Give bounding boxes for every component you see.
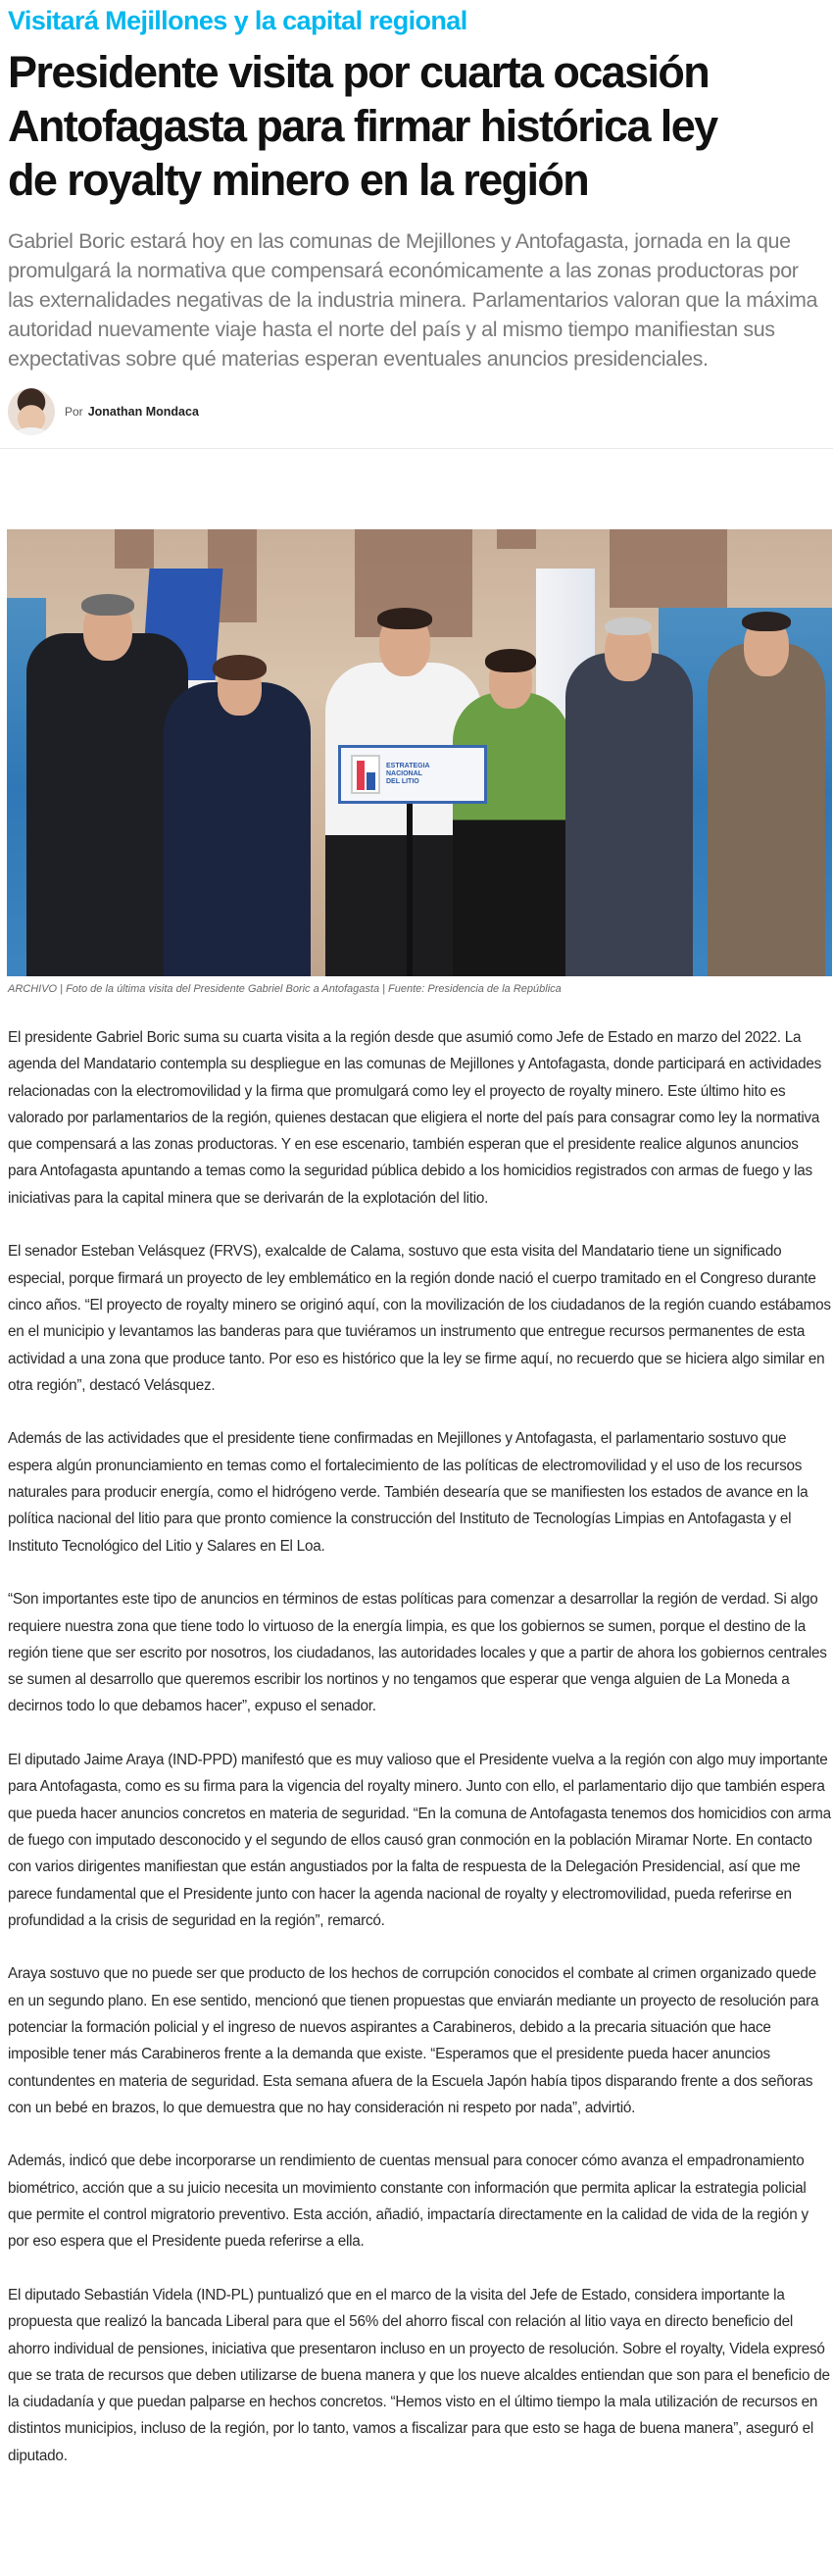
title-line: Antofagasta para firmar histórica ley — [8, 101, 717, 151]
body-paragraph: Además de las actividades que el presidente tiene confirmadas en Mejillones y Antofagasta, el parlamentario sostuvo que espera algún pronunciamiento en temas como el fortalecimiento de las políticas de electromovilidad y el uso de los recursos naturales para producir energía, como el hidrógeno verde. También desearía que se manifiesten los estados de avance en la política nacional del litio para que pronto comience la construcción del Instituto de Tecnologías Limpias en Antofagasta y el Instituto Tecnológico del Litio y Salares en El Loa. — [8, 1430, 808, 1555]
byline-prefix: Por — [65, 405, 83, 419]
article-title — [8, 45, 825, 207]
person-6 — [708, 643, 825, 976]
person-4 — [453, 692, 570, 976]
body-paragraph: El diputado Jaime Araya (IND-PPD) manifestó que es muy valioso que el Presidente vuelva a la región con algo muy importante para Antofagasta, como es su firma para la vigencia del royalty minero. Junto con ello, el parlamentario dijo que también espera que pueda hacer anuncios concretos en materia de seguridad. “En la comuna de Antofagasta tenemos dos homicidios con arma de fuego con imputado desconocido y el segundo de ellos causó gran conmoción en la población Miramar Norte. En contacto con varios dirigentes manifiestan que están angustiados por la falta de respuesta de la Delegación Presidencial, así que me parece fundamental que el Presidente junto con hacer la agenda nacional de royalty y electromovilidad, pueda referirse en profundidad a la crisis de seguridad en la región”, remarcó. — [8, 1752, 831, 1929]
body-paragraph: El senador Esteban Velásquez (FRVS), exalcalde de Calama, sostuvo que esta visita del Mandatario tiene un significado especial, porque firmará un proyecto de ley emblemático en la región donde nació el cuerpo tramitado en el Congreso durante cinco años. “El proyecto de royalty minero se originó aquí, con la movilización de los ciudadanos de la región cuando estábamos en el municipio y levantamos las banderas para que tuviéramos un instrumento que entregue recursos permanentes de esta actividad a una zona que produce tanto. Por eso es histórico que la ley se firme aquí, no recuerdo que se hiciera algo similar en otra región”, destacó Velásquez. — [8, 1243, 831, 1394]
body-paragraph: El diputado Sebastián Videla (IND-PL) puntualizó que en el marco de la visita del Jefe de Estado, considera importante la propuesta que realizó la bancada Liberal para que el 56% del ahorro fiscal con relación al litio vaya en directo beneficio del ahorro individual de pensiones, iniciativa que presentaron incluso en un proyecto de resolución. Sobre el royalty, Videla expresó que se trata de recursos que deben utilizarse de buena manera y que los nueve alcaldes entiendan que son para el beneficio de la ciudadanía y que puedan palparse en hechos concretos. “Hemos visto en el último tiempo la mala utilización de recursos en distintos municipios, incluso de la región, por lo tanto, vamos a fiscalizar para que esto se haga de buena manera”, aseguró el diputado. — [8, 2286, 830, 2464]
photo-caption: ARCHIVO | Foto de la última visita del Presidente Gabriel Boric a Antofagasta | Fuente: Presidencia de la República — [8, 983, 562, 995]
author-name-link[interactable]: Jonathan Mondaca — [87, 405, 199, 419]
article-subtitle: Gabriel Boric estará hoy en las comunas de Mejillones y Antofagasta, jornada en la que promulgará la normativa que compensará económicamente a las zonas productoras por las externalidades negativas de la industria minera. Parlamentarios valoran que la máxima autoridad nuevamente viaje hasta el norte del país y al mismo tiempo manifiestan sus expectativas sobre qué materias esperan eventuales anuncios presidenciales. — [8, 229, 818, 371]
article-kicker: Visitará Mejillones y la capital regional — [8, 6, 467, 35]
person-5 — [565, 653, 693, 976]
title-line: Presidente visita por cuarta ocasión — [8, 47, 710, 97]
author-avatar[interactable] — [8, 388, 55, 435]
person-2 — [164, 682, 311, 976]
title-line: de royalty minero en la región — [8, 155, 589, 205]
header-divider — [0, 448, 833, 449]
author-byline — [8, 387, 825, 436]
body-paragraph: El presidente Gabriel Boric suma su cuarta visita a la región desde que asumió como Jefe de Estado en marzo del 2022. La agenda del Mandatario contempla su despliegue en las comunas de Mejillones y Antofagasta, donde participará en actividades relacionadas con la electromovilidad y la firma que promulgará como ley el proyecto de royalty minero. Este último hito es valorado por parlamentarios de la región, quienes destacan que eligiera el norte del país para consagrar como ley la normativa que compensará a las zonas productoras. Y en ese escenario, también esperan que el presidente realice algunos anuncios para Antofagasta apuntando a temas como la seguridad pública debido a los homicidios registrados con armas de fuego y las iniciativas para la capital minera que se derivarán de la explotación del litio. — [8, 1029, 822, 1207]
sign-text-line: DEL LITIO — [386, 778, 419, 785]
article-header — [0, 0, 833, 436]
podium-sign — [338, 745, 487, 804]
article-body — [8, 1024, 831, 2496]
body-paragraph: Araya sostuvo que no puede ser que producto de los hechos de corrupción conocidos el combate al crimen organizado quede en un segundo plano. En ese sentido, mencionó que tienen propuestas que enviarán mediante un proyecto de resolución para potenciar la formación policial y el ingreso de nuevos aspirantes a Carabineros, debido a la precaria situación que hace imposible tener más Carabineros frente a la demanda que existe. “Esperamos que el presidente pueda hacer anuncios contundentes en materia de seguridad. Esta semana afuera de la Escuela Japón había tipos disparando frente a dos señoras con un bebé en brazos, lo que demuestra que no hay consideración ni respeto por nada”, advirtió. — [8, 1965, 819, 2116]
body-paragraph: Además, indicó que debe incorporarse un rendimiento de cuentas mensual para conocer cómo avanza el empadronamiento biométrico, acción que a su juicio necesita un movimiento constante con información que permita aplicar la estrategia policial que permite el control migratorio preventivo. Esta acción, añadió, impactaría directamente en la calidad de vida de la región y por eso espera que el Presidente pueda referirse a ella. — [8, 2153, 808, 2251]
sign-text-line: ESTRATEGIA — [386, 763, 430, 769]
sign-text-line: NACIONAL — [386, 770, 422, 777]
body-paragraph: “Son importantes este tipo de anuncios en términos de estas políticas para comenzar a desarrollar la región de verdad. Si algo requiere nuestra zona que tiene todo lo virtuoso de la energía limpia, es que los gobiernos se sumen, porque el destino de la región tiene que ser escrito por nosotros, los ciudadanos, las autoridades locales y que a partir de ahora los gobiernos centrales se sumen al desarrollo que queremos escribir los nortinos y no tengamos que esperar que venga alguien de La Moneda a decirnos todo lo que debamos hacer”, expuso el senador. — [8, 1591, 827, 1715]
litio-logo-icon — [351, 755, 380, 794]
article-photo — [7, 529, 832, 976]
